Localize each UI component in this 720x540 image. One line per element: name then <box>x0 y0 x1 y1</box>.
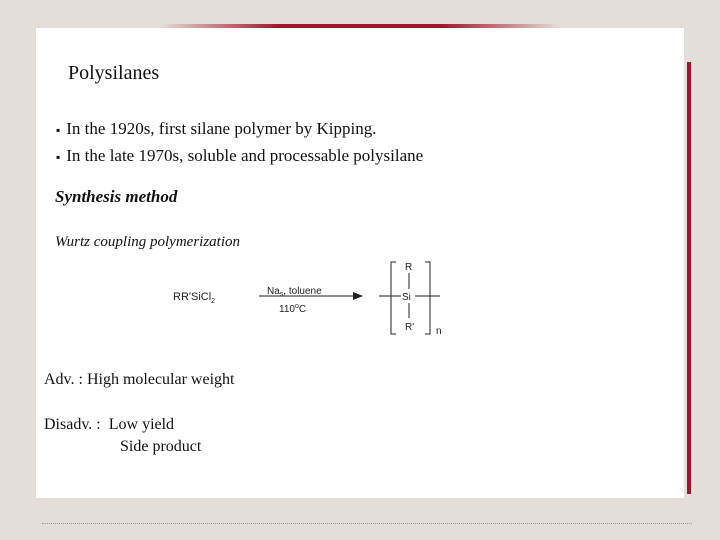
left-bracket <box>391 262 396 334</box>
repeat-unit-label: n <box>436 326 442 337</box>
disadvantage-item: Side product <box>120 438 202 455</box>
square-bullet-icon: ▪ <box>56 150 61 164</box>
product-top-substituent: R <box>405 262 413 273</box>
right-accent-bar <box>687 62 691 494</box>
bullet-list <box>56 116 423 170</box>
disadvantage-item: Low yield <box>108 416 175 433</box>
bullet-item <box>56 116 423 143</box>
method-name: Wurtz coupling polymerization <box>55 234 240 250</box>
temperature-label: 110$^o$C <box>279 303 307 315</box>
disadvantage-row <box>44 436 201 458</box>
disadvantage-label: Disadv. : <box>44 416 101 433</box>
bullet-item <box>56 143 423 170</box>
square-bullet-icon: ▪ <box>56 123 61 137</box>
reaction-scheme <box>165 256 455 342</box>
disadvantage-row <box>44 414 201 436</box>
bullet-text: In the 1920s, first silane polymer by Kipping. <box>66 119 377 138</box>
synthesis-heading: Synthesis method <box>55 187 178 206</box>
product-silicon: Si <box>402 292 411 303</box>
reactant-label: RR'SiCl$_2$ <box>173 291 216 305</box>
slide-title: Polysilanes <box>68 62 160 84</box>
bullet-text: In the late 1970s, soluble and processable polysilane <box>66 146 424 165</box>
product-bottom-substituent: R' <box>405 322 415 333</box>
disadvantage-block <box>44 414 201 458</box>
right-bracket <box>425 262 430 334</box>
reagent-label: $Na_s$, toluene <box>267 286 322 298</box>
bottom-dotted-rule <box>42 523 692 524</box>
advantage-text: Adv. : High molecular weight <box>44 371 235 388</box>
arrow-head-icon <box>353 292 363 300</box>
